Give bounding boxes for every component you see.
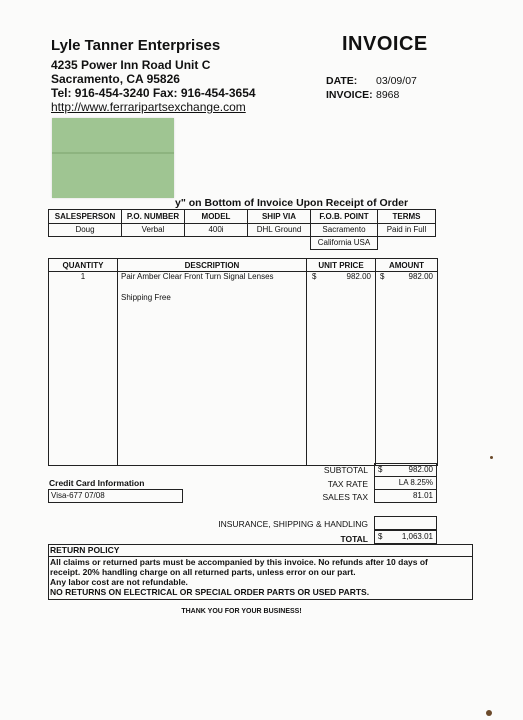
order-info-row-extra — [49, 237, 436, 250]
invoice-number-value: 8968 — [376, 89, 400, 101]
company-phones: Tel: 916-454-3240 Fax: 916-454-3654 — [51, 86, 256, 100]
terms-value: Paid in Full — [378, 224, 436, 237]
return-policy-box — [48, 544, 473, 600]
total-value: 1,063.01 — [401, 532, 433, 541]
col-quantity: QUANTITY — [62, 261, 104, 270]
sticky-note-fold — [52, 152, 174, 154]
col-description: DESCRIPTION — [184, 261, 240, 270]
tax-rate-box — [374, 476, 437, 490]
sales-tax-value: 81.01 — [412, 491, 433, 500]
credit-card-label: Credit Card Information — [49, 478, 145, 488]
company-address-line1: 4235 Power Inn Road Unit C — [51, 58, 211, 72]
invoice-title: INVOICE — [342, 33, 428, 55]
order-info-header-row — [49, 210, 436, 224]
item-amount: 982.00 — [408, 272, 433, 281]
return-policy-title: RETURN POLICY — [50, 545, 120, 555]
company-address-line2: Sacramento, CA 95826 — [51, 72, 180, 86]
order-info-table — [48, 209, 436, 250]
po-number-value: Verbal — [122, 224, 185, 237]
scan-speck — [486, 710, 492, 716]
return-policy-line-1: All claims or returned parts must be accompanied by this invoice. No refunds after 10 days of — [50, 557, 428, 567]
scan-speck — [490, 456, 493, 459]
subtotal-value: 982.00 — [408, 465, 433, 474]
date-label: DATE: — [326, 75, 358, 87]
invoice-number-label: INVOICE: — [326, 89, 373, 101]
company-name: Lyle Tanner Enterprises — [51, 37, 221, 54]
fob-point-value: Sacramento — [311, 224, 378, 237]
subtotal-currency: $ — [378, 465, 383, 474]
total-box — [374, 530, 437, 544]
return-policy-line-3: Any labor cost are not refundable. — [50, 577, 188, 587]
sales-tax-box — [374, 489, 437, 503]
total-currency: $ — [378, 532, 383, 541]
sales-tax-label: SALES TAX — [322, 492, 368, 502]
col-po-number: P.O. NUMBER — [122, 210, 185, 224]
return-policy-line-2: receipt. 20% handling charge on all returned parts, unless error on our part. — [50, 567, 356, 577]
receipt-notice: y" on Bottom of Invoice Upon Receipt of Order — [175, 197, 409, 209]
tax-rate-value: LA 8.25% — [398, 478, 433, 487]
date-value: 03/09/07 — [376, 75, 417, 87]
col-terms: TERMS — [378, 210, 436, 224]
tax-rate-label: TAX RATE — [327, 479, 368, 489]
subtotal-box — [374, 463, 437, 477]
item-description: Pair Amber Clear Front Turn Signal Lenses — [121, 272, 274, 281]
total-label: TOTAL — [340, 534, 368, 544]
col-amount: AMOUNT — [388, 261, 425, 270]
col-fob-point: F.O.B. POINT — [311, 210, 378, 224]
salesperson-value: Doug — [49, 224, 122, 237]
company-url[interactable]: http://www.ferraripartsexchange.com — [51, 100, 246, 114]
line-items-table — [48, 258, 438, 466]
ish-label: INSURANCE, SHIPPING & HANDLING — [218, 519, 368, 529]
col-model: MODEL — [185, 210, 248, 224]
item-amount-currency: $ — [380, 272, 385, 281]
item-qty: 1 — [80, 272, 86, 281]
col-salesperson: SALESPERSON — [49, 210, 122, 224]
credit-card-value: Visa-677 07/08 — [48, 489, 183, 503]
sticky-note — [52, 118, 174, 198]
item-unit-price: 982.00 — [346, 272, 371, 281]
fob-point-value-line2: California USA — [311, 237, 378, 250]
col-unit-price: UNIT PRICE — [318, 261, 364, 270]
subtotal-label: SUBTOTAL — [323, 465, 368, 475]
return-policy-line-4: NO RETURNS ON ELECTRICAL OR SPECIAL ORDER PARTS OR USED PARTS. — [50, 587, 370, 597]
col-ship-via: SHIP VIA — [248, 210, 311, 224]
order-info-row — [49, 224, 436, 237]
ship-via-value: DHL Ground — [248, 224, 311, 237]
item-unit-currency: $ — [312, 272, 317, 281]
ish-box — [374, 516, 437, 530]
model-value: 400i — [185, 224, 248, 237]
thank-you-note: THANK YOU FOR YOUR BUSINESS! — [181, 608, 302, 615]
item-note: Shipping Free — [121, 293, 171, 302]
